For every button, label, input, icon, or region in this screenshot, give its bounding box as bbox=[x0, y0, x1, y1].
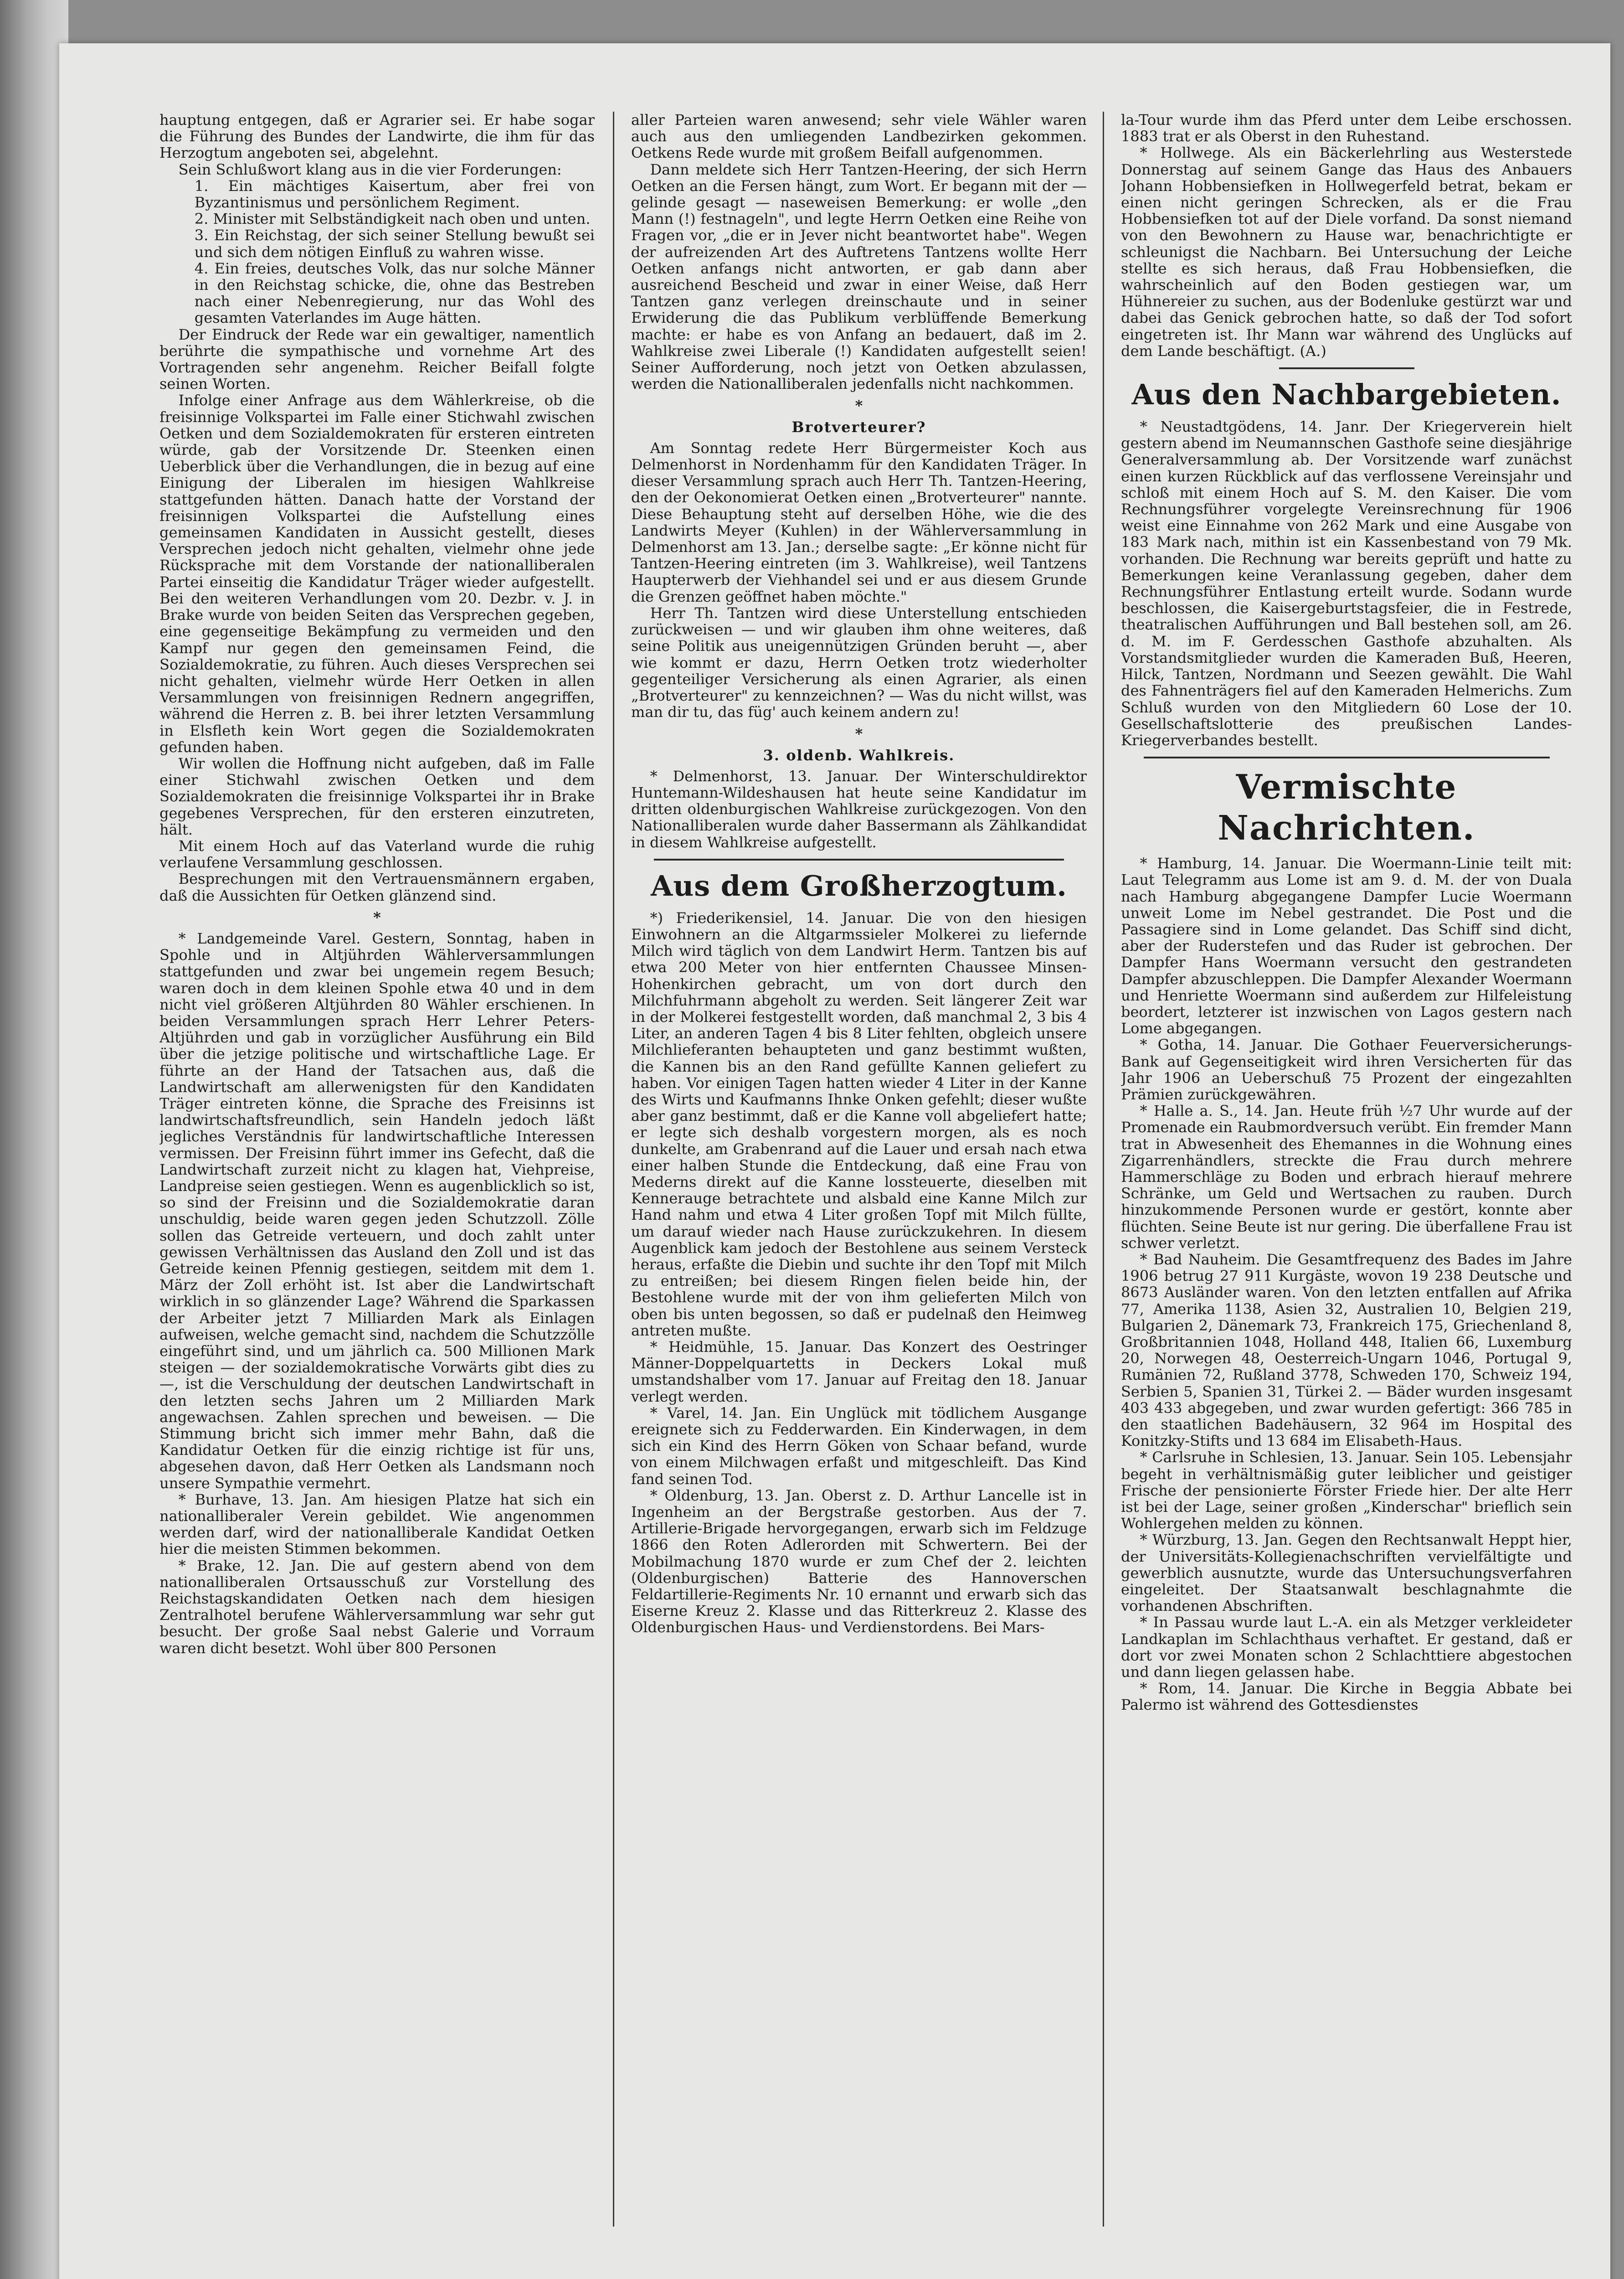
news-item: * Brake, 12. Jan. Die auf gestern abend von dem nationalliberalen Ortsausschuß zur Vorstellung des Reichstagskandidaten Oetken nach dem hiesigen Zentralhotel berufene Wählerversammlung war sehr gut besucht. Der große Saal nebst Galerie und Vorraum waren dicht besetzt. Wohl über 800 Personen bbox=[159, 1557, 595, 1657]
article-paragraph: Sein Schlußwort klang aus in die vier Forderungen: bbox=[178, 160, 562, 178]
separator-star: * bbox=[855, 725, 863, 743]
book-spine-edge bbox=[0, 0, 68, 2279]
section-heading-grossherzogtum: Aus dem Großherzogtum. bbox=[651, 869, 1067, 902]
subheading-wahlkreis: 3. oldenb. Wahlkreis. bbox=[763, 746, 955, 764]
news-item: * Rom, 14. Januar. Die Kirche in Beggia Abbate bei Palermo ist während des Gottesdienstes bbox=[1121, 1680, 1572, 1714]
news-item: * Würzburg, 13. Jan. Gegen den Rechtsanwalt Heppt hier, der Universitäts-Kollegienachschriften vervielfältigte und gewerblich ausnutzte, wurde das Untersuchungsverfahren eingeleitet. Der Staatsanwalt beschlagnahmte die vorhandenen Abschriften. bbox=[1121, 1531, 1572, 1615]
article-paragraph: Besprechungen mit den Vertrauensmännern ergaben, daß die Aussichten für Oetken glänzend sind. bbox=[159, 870, 595, 904]
column-rule bbox=[613, 112, 614, 2227]
news-item: * Landgemeinde Varel. Gestern, Sonntag, haben in Spohle und in Altjührden Wählerversammlungen stattgefunden und zwar bei ungemein regem Besuch; waren doch in dem kleinen Spohle etwa 40 und in dem nicht viel größeren Altjührden 80 Wähler erschienen. In beiden Versammlungen sprach Herr Lehrer Peters-Altjührden und gab in vorzüglicher Ausführung ein Bild über die jetzige politische und wirtschaftliche Lage. Er führte an der Hand der Tatsachen aus, daß die Landwirtschaft am allerwenigsten für den Kandidaten Träger eintreten könne, die Sprache des Freisinns ist landwirtschaftsfreundlich, sein Handeln jedoch läßt jegliches Verständnis für landwirtschaftliche Interessen vermissen. Der Freisinn führt immer ins Gefecht, daß die Landwirtschaft zurzeit nicht zu klagen hat, Viehpreise, Landpreise seien gestiegen. Wenn es augenblicklich so ist, so sind der Freisinn und die Sozialdemokratie daran unschuldig, beide waren gegen jeden Schutzzoll. Zölle sollen das Getreide verteuern, und doch zahlt unter gewissen Verhältnissen das Ausland den Zoll und ist das Getreide keinen Pfennig gestiegen, seitdem mit dem 1. März der Zoll erhöht ist. Ist aber die Landwirtschaft wirklich in so glänzender Lage? Während die Sparkassen der Arbeiter jetzt 7 Milliarden Mark als Einlagen aufweisen, welche gemacht sind, nachdem die Schutzzölle eingeführt sind, und um jährlich ca. 500 Millionen Mark steigen — der sozialdemokratische Vorwärts gibt dies zu —, ist die Verschuldung der deutschen Landwirtschaft in den letzten sechs Jahren um 2 Milliarden Mark angewachsen. Zahlen sprechen und beweisen. — Die Stimmung bricht sich immer mehr Bahn, daß die Kandidatur Oetken für die einzig richtige ist für uns, abgesehen davon, daß Herr Oetken als Landsmann noch unsere Sympathie vermehrt. bbox=[159, 929, 595, 1492]
column-1 bbox=[159, 112, 595, 2279]
news-item: * Burhave, 13. Jan. Am hiesigen Platze hat sich ein nationalliberaler Verein gebildet. Wie angenommen werden darf, wird der nationalliberale Kandidat Oetken hier die meisten Stimmen bekommen. bbox=[159, 1490, 595, 1558]
news-item: * Delmenhorst, 13. Januar. Der Winterschuldirektor Huntemann-Wildeshausen hat heute seine Kandidatur im dritten oldenburgischen Wahlkreise zurückgezogen. Von den Nationalliberalen wurde daher Bassermann als Zählkandidat in diesem Wahlkreise aufgestellt. bbox=[631, 767, 1087, 851]
article-paragraph: Herr Th. Tantzen wird diese Unterstellung entschieden zurückweisen — und wir glauben ihm ohne weiteres, daß seine Politik aus uneigennützigen Gründen beruht —, aber wie kommt er dazu, Herrn Oetken trotz wiederholter gegenteiliger Versicherung als einen Agrarier, als einen „Brotverteurer" zu kennzeichnen? — Was du nicht willst, was man dir tu, das füg' auch keinem andern zu! bbox=[631, 604, 1087, 721]
article-paragraph: Wir wollen die Hoffnung nicht aufgeben, daß im Falle einer Stichwahl zwischen Oetken und dem Sozialdemokraten die freisinnige Volkspartei ihr in Brake gegebenes Versprechen, für den ersteren einzutreten, hält. bbox=[159, 754, 595, 838]
column-3 bbox=[1121, 112, 1572, 2279]
section-divider bbox=[1144, 757, 1550, 758]
demand-item: 4. Ein freies, deutsches Volk, das nur solche Männer in den Reichstag schicke, die, ohne das Bestreben nach einer Nebenregierung, nur das Wohl des gesamten Vaterlandes im Auge hätten. bbox=[194, 259, 595, 327]
article-paragraph: la-Tour wurde ihm das Pferd unter dem Leibe erschossen. 1883 trat er als Oberst in den Ruhestand. bbox=[1121, 112, 1572, 145]
article-paragraph: aller Parteien waren anwesend; sehr viele Wähler waren auch aus den umliegenden Landbezirken gekommen. Oetkens Rede wurde mit großem Beifall aufgenommen. bbox=[631, 112, 1087, 162]
news-item: * Halle a. S., 14. Jan. Heute früh ½7 Uhr wurde auf der Promenade ein Raubmordversuch verübt. Ein fremder Mann trat in Abwesenheit des Ehemannes in die Wohnung eines Zigarrenhändlers, streckte die Frau durch mehrere Hammerschläge zu Boden und erbrach hierauf mehrere Schränke, um Geld und Wertsachen zu rauben. Durch hinzukommende Personen wurde er gestört, konnte aber flüchten. Seine Beute ist nur gering. Die überfallene Frau ist schwer verletzt. bbox=[1121, 1102, 1572, 1252]
section-heading-nachbargebiete: Aus den Nachbargebieten. bbox=[1131, 378, 1562, 412]
article-paragraph: Mit einem Hoch auf das Vaterland wurde die ruhig verlaufene Versammlung geschlossen. bbox=[159, 837, 595, 871]
separator-star: * bbox=[373, 908, 381, 926]
news-item: * Carlsruhe in Schlesien, 13. Januar. Sein 105. Lebensjahr begeht in verhältnismäßig guter leiblicher und geistiger Frische der pensionierte Förster Friede hier. Der alte Herr ist bei der Lage, seiner großen „Kinderschar" brieflich sein Wohlergehen melden zu können. bbox=[1121, 1449, 1572, 1532]
news-item: * In Passau wurde laut L.-A. ein als Metzger verkleideter Landkaplan im Schlachthaus verhaftet. Er gestand, daß er dort vor zwei Monaten schon 2 Schlachttiere abgestochen und dann liegen gelassen habe. bbox=[1121, 1614, 1572, 1681]
article-paragraph: Infolge einer Anfrage aus dem Wählerkreise, ob die freisinnige Volkspartei im Falle einer Stichwahl zwischen Oetken und dem Sozialdemokraten für ersteren eintreten würde, gab der Vorsitzende Dr. Steenken einen Ueberblick über die Verhandlungen, die in bezug auf eine Einigung der Liberalen im hiesigen Wahlkreise stattgefunden hätten. Danach hatte der Vorstand der freisinnigen Volkspartei die Aufstellung eines gemeinsamen Kandidaten in Aussicht gestellt, dieses Versprechen jedoch nicht gehalten, vielmehr ohne jede Rücksprache mit dem Vorstande der nationalliberalen Partei einseitig die Kandidatur Träger wieder aufgestellt. Bei den weiteren Verhandlungen vom 20. Dezbr. v. J. in Brake wurde von beiden Seiten das Versprechen gegeben, eine gegenseitige Bekämpfung zu vermeiden und den Kampf nur gegen den gemeinsamen Feind, die Sozialdemokratie, zu führen. Auch dieses Versprechen sei nicht gehalten, vielmehr würde Herr Oetken in allen Versammlungen von freisinnigen Rednern angegriffen, während die Herren z. B. bei ihrer letzten Versammlung in Elsfleth kein Wort gegen die Sozialdemokraten gefunden haben. bbox=[159, 392, 595, 756]
news-item: * Neustadtgödens, 14. Janr. Der Kriegerverein hielt gestern abend im Neumannschen Gasthofe seine diesjährige Generalversammlung ab. Der Vorsitzende warf zunächst einen kurzen Rückblick auf das verflossene Vereinsjahr und schloß mit einem Hoch auf S. M. den Kaiser. Die vom Rechnungsführer vorgelegte Vereinsrechnung für 1906 weist eine Einnahme von 262 Mark und eine Ausgabe von 183 Mark nach, mithin ist ein Kassenbestand von 79 Mk. vorhanden. Die Rechnung war bereits geprüft und hatte zu Bemerkungen keine Veranlassung gegeben, daher dem Rechnungsführer Entlastung erteilt wurde. Sodann wurde beschlossen, die Kaisergeburtstagsfeier, die in Festrede, theatralischen Aufführungen und Ball bestehen soll, am 26. d. M. im F. Gerdesschen Gasthofe abzuhalten. Als Vorstandsmitglieder wurden die Kameraden Buß, Heeren, Hilck, Tantzen, Nordmann und Seezen gewählt. Die Wahl des Fahnenträgers fiel auf den Kameraden Helmerichs. Zum Schluß wurden von den Mitgliedern 60 Lose der 10. Gesellschaftslotterie des preußischen Landes-Kriegerverbandes bestellt. bbox=[1121, 418, 1572, 749]
subheading-brotverteurer: Brotverteurer? bbox=[791, 418, 926, 436]
newspaper-page bbox=[59, 43, 1610, 2279]
article-paragraph: hauptung entgegen, daß er Agrarier sei. Er habe sogar die Führung des Bundes der Landwirte, die ihm für das Herzogtum angeboten sei, abgelehnt. bbox=[159, 112, 595, 162]
article-paragraph: Der Eindruck der Rede war ein gewaltiger, namentlich berührte die sympathische und vornehme Art des Vortragenden sehr angenehm. Reicher Beifall folgte seinen Worten. bbox=[159, 325, 595, 393]
section-divider bbox=[1279, 367, 1414, 369]
column-rule bbox=[1103, 112, 1104, 2227]
demand-item: 1. Ein mächtiges Kaisertum, aber frei von Byzantinismus und persönlichem Regiment. bbox=[194, 177, 595, 211]
section-divider bbox=[654, 859, 1064, 861]
news-item: *) Friederikensiel, 14. Januar. Die von den hiesigen Einwohnern an die Altgarmssieler Molkerei zu liefernde Milch wird täglich von dem Landwirt Herm. Tantzen bis auf etwa 200 Meter von hier entfernten Chaussee Minsen-Hohenkirchen gebracht, um von dort durch den Milchfuhrmann abgeholt zu werden. Seit längerer Zeit war in der Molkerei festgestellt worden, daß manchmal 2, 3 bis 4 Liter, an anderen Tagen 4 bis 8 Liter fehlten, obgleich unsere Milchlieferanten behaupteten und ganz bestimmt wußten, die Kannen bis an den Rand gefüllte Kannen geliefert zu haben. Vor einigen Tagen hatten wieder 4 Liter in der Kanne des Wirts und Kaufmanns Ihnke Onken gefehlt; dieser wußte aber ganz bestimmt, daß er die Kanne voll abgeliefert hatte; er legte sich deshalb vorgestern morgen, als es noch dunkelte, am Grabenrand auf die Lauer und ersah nach etwa einer halben Stunde die Entdeckung, daß eine Frau von Mederns direkt auf die Kanne lossteuerte, dieselben mit Kennerauge betrachtete und alsbald eine Kanne Milch zur Hand nahm und etwa 4 Liter großen Topf mit Milch füllte, um darauf wieder nach Hause zurückzukehren. In diesem Augenblick kam jedoch der Bestohlene aus seinem Versteck heraus, erfaßte die Diebin und suchte ihr den Topf mit Milch zu entreißen; bei diesem Ringen fielen beide hin, der Bestohlene wurde mit der von ihm gelieferten Milch von oben bis unten begossen, so daß er pudelnaß den Heimweg antreten mußte. bbox=[631, 909, 1087, 1339]
demand-item: 3. Ein Reichstag, der sich seiner Stellung bewußt sei und sich dem nötigen Einfluß zu wahren wisse. bbox=[194, 227, 595, 261]
news-item: * Hamburg, 14. Januar. Die Woermann-Linie teilt mit: Laut Telegramm aus Lome ist am 9. d. M. der von Duala nach Hamburg abgegangene Dampfer Lucie Woermann unweit Lome im Nebel gestrandet. Die Post und die Passagiere sind in Lome gelandet. Das Schiff sind dicht, aber der Ruderstefen und das Ruder ist gebrochen. Der Dampfer Hans Woermann versucht den gestrandeten Dampfer abzuschleppen. Die Dampfer Alexander Woermann und Henriette Woermann sind außerdem zur Hilfeleistung beordert, letzterer ist inzwischen von Lagos gestern nach Lome abgegangen. bbox=[1121, 855, 1572, 1037]
news-item: * Heidmühle, 15. Januar. Das Konzert des Oestringer Männer-Doppelquartetts in Deckers Lokal muß umstandshalber vom 17. Januar auf Freitag den 18. Januar verlegt werden. bbox=[631, 1338, 1087, 1405]
column-2 bbox=[631, 112, 1087, 2279]
news-item: * Varel, 14. Jan. Ein Unglück mit tödlichem Ausgange ereignete sich zu Fedderwarden. Ein Kinderwagen, in dem sich ein Kind des Herrn Göken von Schaar befand, wurde von einem Milchwagen erfaßt und mitgeschleift. Das Kind fand seinen Tod. bbox=[631, 1404, 1087, 1488]
separator-star: * bbox=[855, 397, 863, 415]
article-paragraph: Dann meldete sich Herr Tantzen-Heering, der sich Herrn Oetken an die Fersen hängt, zum Wort. Er begann mit der — gelinde gesagt — naseweisen Bemerkung: er wolle „den Mann (!) festnageln", und legte Herrn Oetken eine Reihe von Fragen vor, „die er in Jever nicht beantwortet habe". Wegen der aufreizenden Art des Auftretens Tantzens wollte Herr Oetken anfangs nicht antworten, er gab dann aber ausreichend Bescheid und zwar in einer Weise, daß Herr Tantzen ganz verlegen dreinschaute und in seiner Erwiderung die das Publikum verblüffende Bemerkung machte: er habe es von Anfang an bedauert, daß im 2. Wahlkreise zwei Liberale (!) Kandidaten aufgestellt seien! Seiner Aufforderung, noch jetzt von Oetken abzulassen, werden die Nationalliberalen jedenfalls nicht nachkommen. bbox=[631, 160, 1087, 393]
news-item: * Gotha, 14. Januar. Die Gothaer Feuerversicherungs-Bank auf Gegenseitigkeit wird ihren Versicherten für das Jahr 1906 an Ueberschuß 75 Prozent der eingezahlten Prämien zurückgewähren. bbox=[1121, 1036, 1572, 1103]
news-item: * Oldenburg, 13. Jan. Oberst z. D. Arthur Lancelle ist in Ingenheim an der Bergstraße gestorben. Aus der 7. Artillerie-Brigade hervorgegangen, erwarb sich im Feldzuge 1866 den Roten Adlerorden mit Schwertern. Bei der Mobilmachung 1870 wurde er zum Chef der 2. leichten (Oldenburgischen) Batterie des Hannoverschen Feldartillerie-Regiments Nr. 10 ernannt und erwarb sich das Eiserne Kreuz 2. Klasse und das Ritterkreuz 2. Klasse des Oldenburgischen Haus- und Verdienstordens. Bei Mars- bbox=[631, 1486, 1087, 1636]
news-item: * Hollwege. Als ein Bäckerlehrling aus Westerstede Donnerstag auf seinem Gange das Haus des Anbauers Johann Hobbensiefken in Hollwegerfeld betrat, bekam er einen nicht geringen Schrecken, als er die Frau Hobbensiefken tot auf der Diele vorfand. Da sonst niemand von den Bewohnern zu Hause war, benachrichtigte er schleunigst die Nachbarn. Bei Untersuchung der Leiche stellte es sich heraus, daß Frau Hobbensiefken, die wahrscheinlich auf den Boden gestiegen war, um Hühnereier zu suchen, aus der Bodenluke gestürzt war und dabei das Genick gebrochen hatte, so daß der Tod sofort eingetreten ist. Ihr Mann war während des Unglücks auf dem Lande beschäftigt. (A.) bbox=[1121, 144, 1572, 360]
demand-item: 2. Minister mit Selbständigkeit nach oben und unten. bbox=[194, 210, 591, 228]
article-paragraph: Am Sonntag redete Herr Bürgermeister Koch aus Delmenhorst in Nordenhamm für den Kandidaten Träger. In dieser Versammlung sprach auch Herr Th. Tantzen-Heering, den der Oekonomierat Oetken einen „Brotverteurer" nannte. Diese Behauptung steht auf derselben Höhe, wie die des Landwirts Meyer (Kuhlen) in der Wählerversammlung in Delmenhorst am 13. Jan.; derselbe sagte: „Er könne nicht für Tantzen-Heering eintreten (im 3. Wahlkreise), weil Tantzens Haupterwerb der Viehhandel sei und er aus diesem Grunde die Grenzen geöffnet haben möchte." bbox=[631, 439, 1087, 605]
section-heading-vermischte-nachrichten: Vermischte Nachrichten. bbox=[1218, 768, 1475, 848]
news-item: * Bad Nauheim. Die Gesamtfrequenz des Bades im Jahre 1906 betrug 27 911 Kurgäste, wovon 19 238 Deutsche und 8673 Ausländer waren. Von den letzten entfallen auf Afrika 77, Amerika 1138, Asien 32, Australien 10, Belgien 219, Bulgarien 2, Dänemark 73, Frankreich 175, Griechenland 8, Großbritannien 1048, Holland 448, Italien 66, Luxemburg 20, Norwegen 48, Oesterreich-Ungarn 1046, Portugal 9, Rumänien 72, Rußland 3778, Schweden 170, Schweiz 194, Serbien 5, Spanien 31, Türkei 2. — Bäder wurden insgesamt 403 433 abgegeben, und zwar wurden gefertigt: 366 785 in den staatlichen Badehäusern, 32 964 im Hospital des Konitzky-Stifts und 13 684 im Elisabeth-Haus. bbox=[1121, 1250, 1572, 1450]
